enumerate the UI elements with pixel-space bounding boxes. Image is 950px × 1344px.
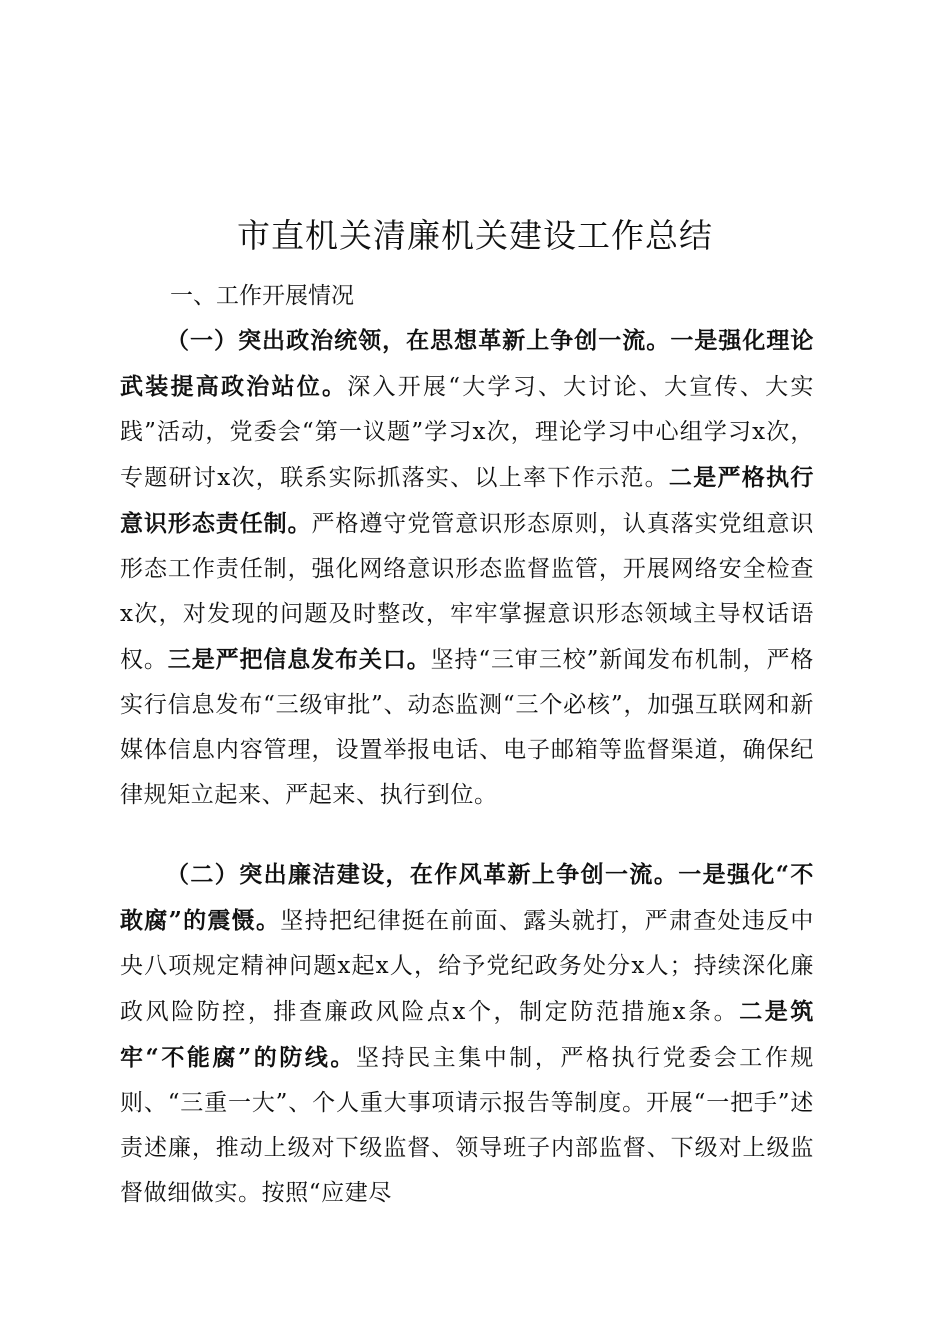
paragraph-1-heading-2: 二是严格执行意识形态责任制。 — [120, 464, 814, 537]
paragraph-1-heading-1: （一）突出政治统领，在思想革新上争创一流。一是强化理论武装提高政治站位。 — [120, 327, 814, 400]
paragraph-2-text-1: 坚持把纪律挺在前面、露头就打，严肃查处违反中央八项规定精神问题x起x人，给予党纪政务处分x人；持续深化廉政风险防控，排查廉政风险点x个，制定防范措施x条。 — [120, 908, 815, 1025]
paragraph-1-text-2: 严格遵守党管意识形态原则，认真落实党组意识形态工作责任制，强化网络意识形态监督监管，开展网络安全检查x次，对发现的问题及时整改，牢牢掌握意识形态领域主导权话语权。 — [120, 511, 814, 673]
section-heading: 一、工作开展情况 — [170, 283, 354, 309]
paragraph-integrity-building — [120, 852, 814, 1216]
paragraph-2-text-2: 坚持民主集中制，严格执行党委会工作规则、“三重一大”、个人重大事项请示报告等制度。开展“一把手”述责述廉，推动上级对下级监督、领导班子内部监督、下级对上级监督做细做实。按照“应建尽 — [120, 1045, 814, 1206]
paragraph-1-text-3: 坚持“三审三校”新闻发布机制，严格实行信息发布“三级审批”、动态监测“三个必核”，加强互联网和新媒体信息内容管理，设置举报电话、电子邮箱等监督渠道，确保纪律规矩立起来、严起来、执行到位。 — [120, 647, 814, 808]
paragraph-2-heading-1: （二）突出廉洁建设，在作风革新上争创一流。一是强化“不敢腐”的震慑。 — [120, 861, 814, 934]
paragraph-political-leadership — [120, 318, 814, 818]
paragraph-1-heading-3: 三是严把信息发布关口。 — [167, 646, 431, 673]
paragraph-1-text-1: 深入开展“大学习、大讨论、大宣传、大实践”活动，党委会“第一议题”学习x次，理论学习中心组学习x次，专题研讨x次，联系实际抓落实、以上率下作示范。 — [120, 374, 814, 491]
paragraph-2-heading-2: 二是筑牢“不能腐”的防线。 — [120, 998, 814, 1071]
document-title: 市直机关清廉机关建设工作总结 — [237, 216, 713, 255]
